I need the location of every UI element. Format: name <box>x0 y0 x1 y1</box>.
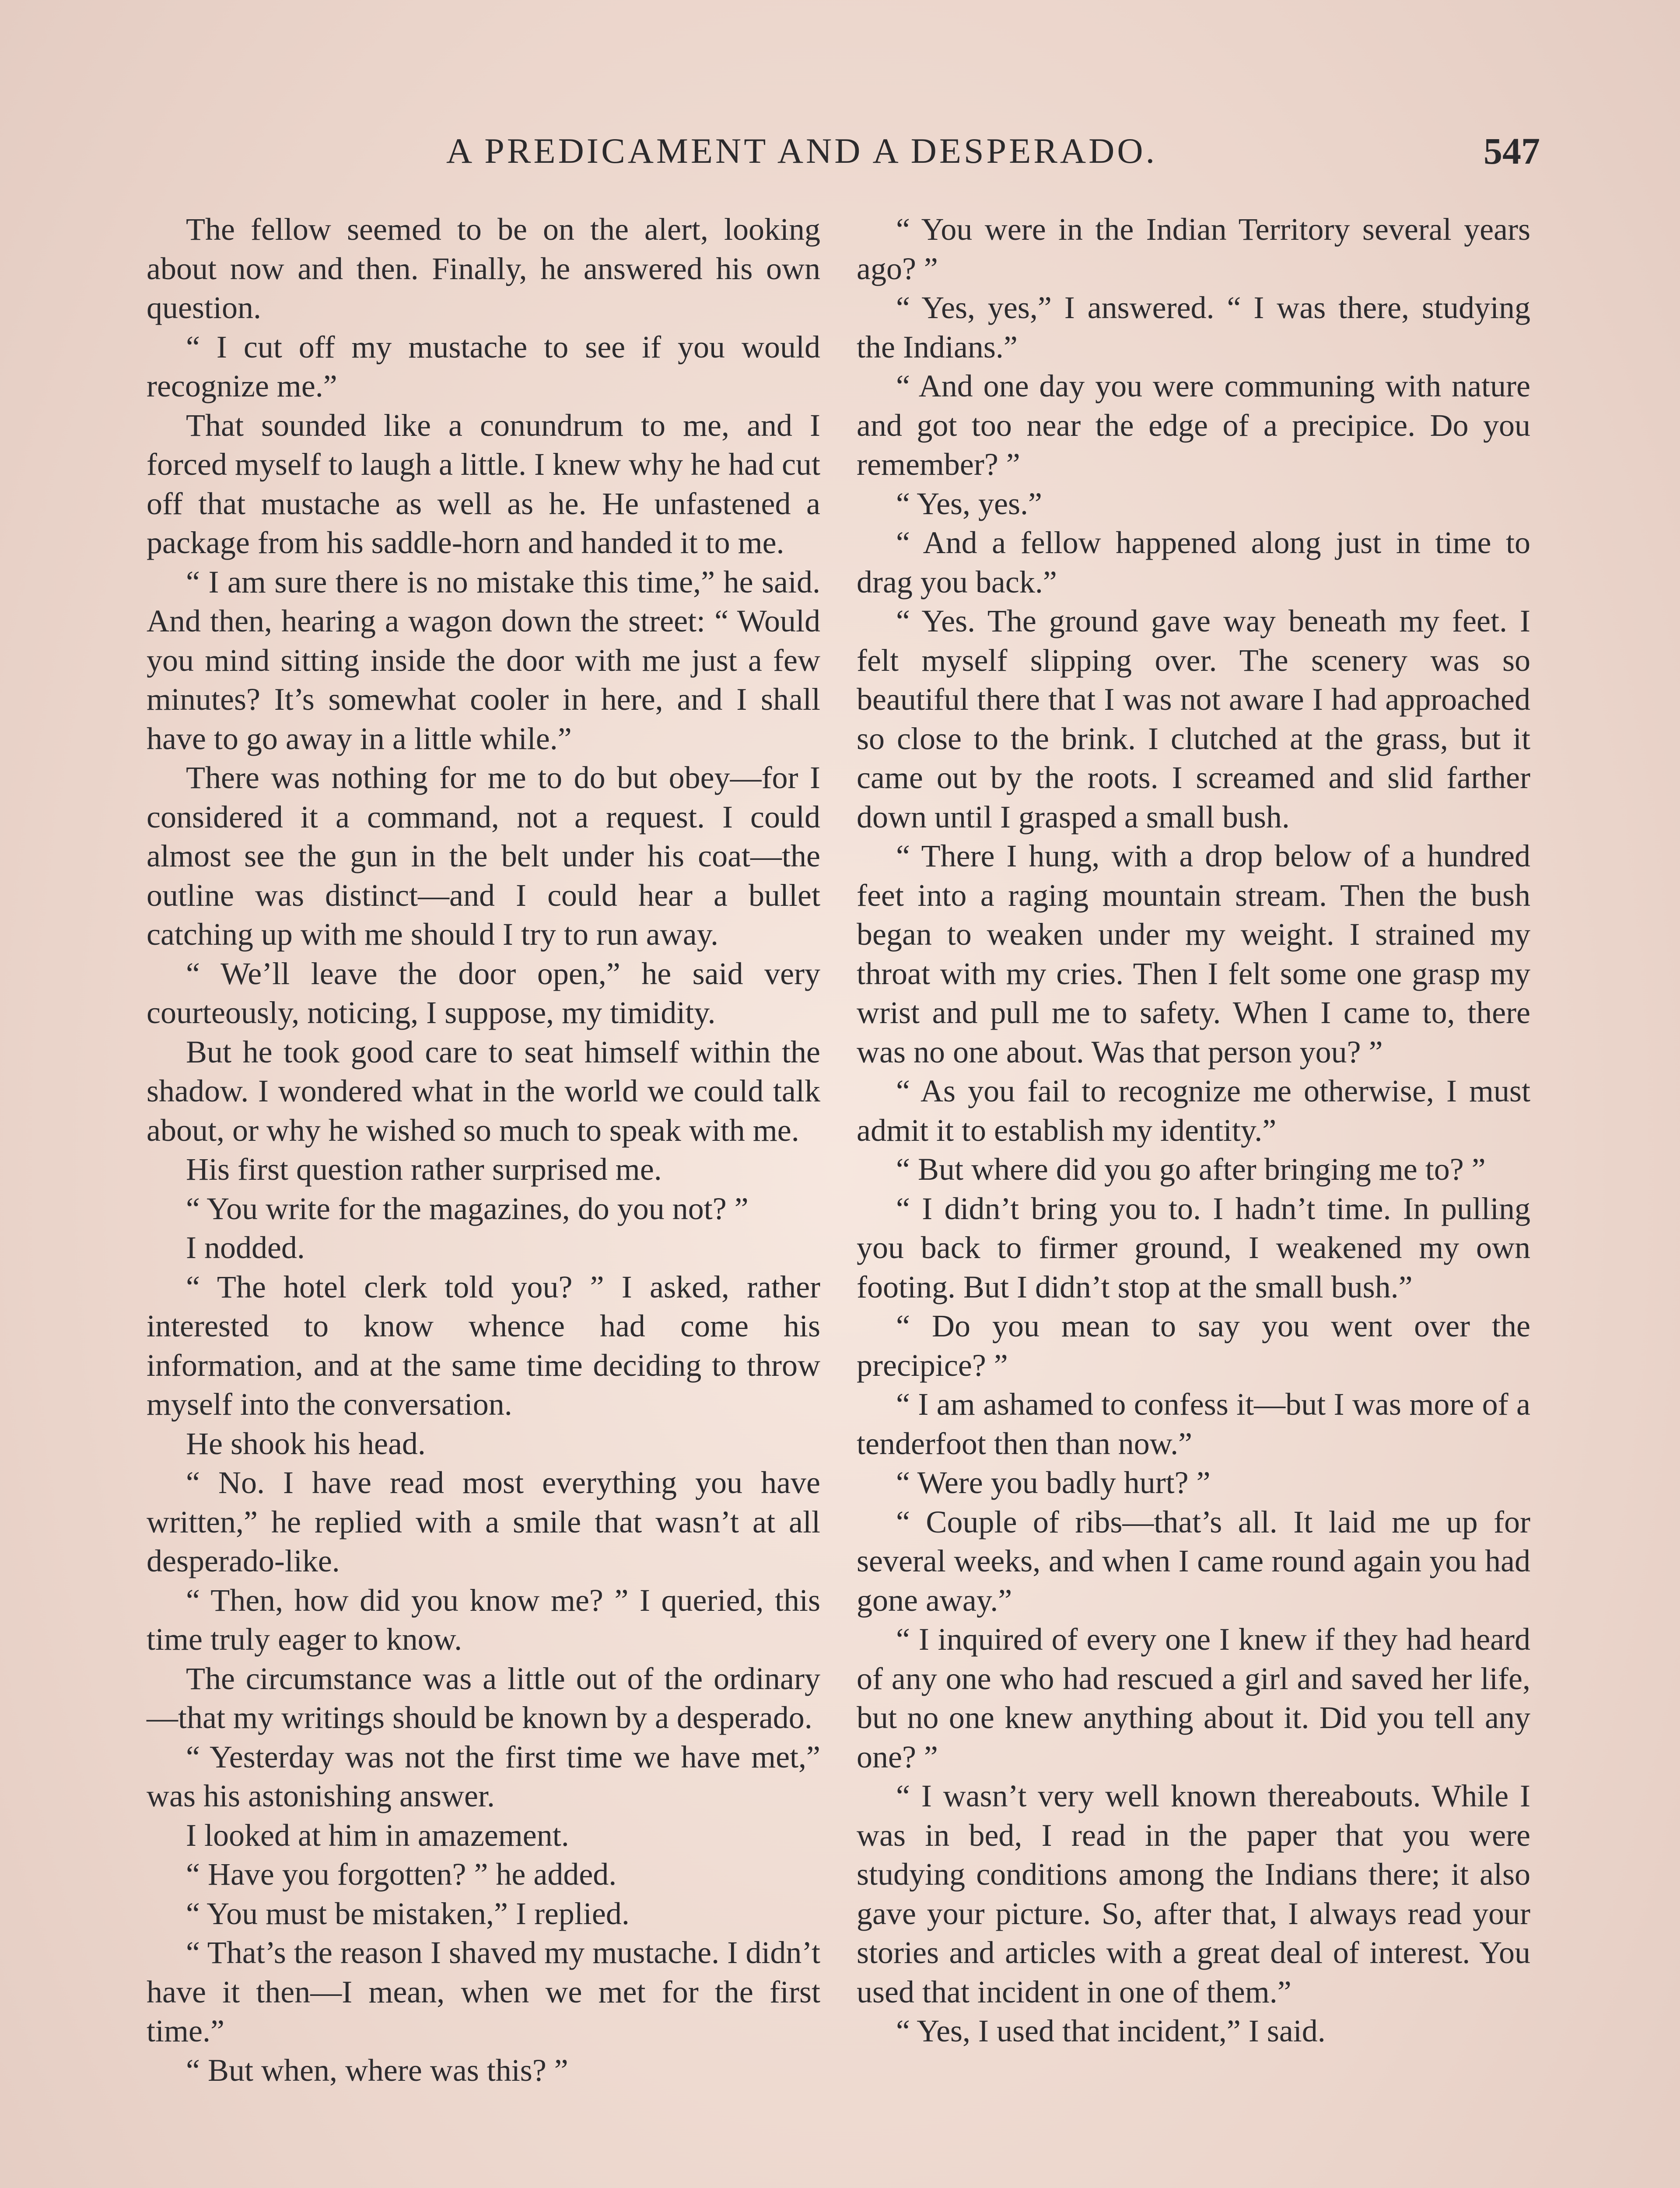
paragraph: “ You were in the Indian Territory several years ago? ” <box>857 212 1530 286</box>
right-column <box>857 210 1530 2051</box>
paragraph: “ Then, how did you know me? ” I queried, this time truly eager to know. <box>147 1582 820 1657</box>
paragraph: “ And a fellow happened along just in time to drag you back.” <box>857 525 1530 600</box>
paragraph: “ As you fail to recognize me otherwise, I must admit it to establish my identity.” <box>857 1073 1530 1148</box>
paragraph: He shook his head. <box>186 1426 426 1461</box>
paragraph: “ There I hung, with a drop below of a hundred feet into a raging mountain stream. Then the bush began to weaken under my weight. I strained my throat with my cries. Then I felt some one grasp my wrist and pull me to safety. When I came to, there was no one about. Was that person you? ” <box>857 838 1530 1069</box>
paragraph: “ Have you forgotten? ” he added. <box>186 1857 617 1892</box>
paragraph: “ Do you mean to say you went over the precipice? ” <box>857 1308 1530 1383</box>
paragraph: The fellow seemed to be on the alert, looking about now and then. Finally, he answered his own question. <box>147 212 820 325</box>
paragraph: “ No. I have read most everything you have written,” he replied with a smile that wasn’t at all desperado-like. <box>147 1465 820 1578</box>
running-title: A PREDICAMENT AND A DESPERADO. <box>446 131 1158 171</box>
paragraph: “ The hotel clerk told you? ” I asked, rather interested to know whence had come his information, and at the same time deciding to throw myself into the conversation. <box>147 1269 820 1422</box>
page-number: 547 <box>1484 130 1540 172</box>
paragraph: But he took good care to seat himself within the shadow. I wondered what in the world we could talk about, or why he wished so much to speak with me. <box>147 1034 820 1148</box>
paragraph: “ I cut off my mustache to see if you would recognize me.” <box>147 329 820 403</box>
paragraph: “ We’ll leave the door open,” he said very courteously, noticing, I suppose, my timidity. <box>147 956 820 1030</box>
paragraph: “ That’s the reason I shaved my mustache. I didn’t have it then—I mean, when we met for the first time.” <box>147 1935 820 2048</box>
paragraph: “ Yes, yes.” <box>896 486 1042 521</box>
paragraph: I nodded. <box>186 1230 305 1265</box>
paragraph: I looked at him in amazement. <box>186 1817 569 1853</box>
paragraph: “ You must be mistaken,” I replied. <box>186 1896 630 1931</box>
paragraph: There was nothing for me to do but obey—for I considered it a command, not a request. I could almost see the gun in the belt under his coat—the outline was distinct—and I could hear a bullet catching up with me should I try to run away. <box>147 760 820 952</box>
paragraph: “ Yesterday was not the first time we have met,” was his astonishing answer. <box>147 1739 820 1813</box>
paragraph: That sounded like a conundrum to me, and I forced myself to laugh a little. I knew why he had cut off that mustache as well as he. He unfastened a package from his saddle-horn and handed it to me. <box>147 407 820 560</box>
paragraph: “ Yes, yes,” I answered. “ I was there, studying the Indians.” <box>857 290 1530 365</box>
paragraph: “ Yes, I used that incident,” I said. <box>896 2013 1326 2048</box>
paragraph: “ Yes. The ground gave way beneath my feet. I felt myself slipping over. The scenery was so beautiful there that I was not aware I had approached so close to the brink. I clutched at the grass, but it came out by the roots. I screamed and slid farther down until I grasped a small bush. <box>857 603 1530 835</box>
paragraph: “ Couple of ribs—that’s all. It laid me up for several weeks, and when I came round again you had gone away.” <box>857 1504 1530 1618</box>
paragraph: “ I wasn’t very well known thereabouts. While I was in bed, I read in the paper that you were studying conditions among the Indians there; it also gave your picture. So, after that, I always read your stories and articles with a great deal of interest. You used that incident in one of them.” <box>857 1778 1530 2009</box>
paragraph: “ But where did you go after bringing me to? ” <box>896 1152 1486 1187</box>
left-column <box>147 210 820 2090</box>
paragraph: “ You write for the magazines, do you not? ” <box>186 1191 749 1226</box>
paragraph: “ Were you badly hurt? ” <box>896 1465 1211 1500</box>
paragraph: “ I inquired of every one I knew if they had heard of any one who had rescued a girl and saved her life, but no one knew anything about it. Did you tell any one? ” <box>857 1622 1530 1774</box>
paragraph: “ I am ashamed to confess it—but I was more of a tenderfoot then than now.” <box>857 1387 1530 1461</box>
paragraph: “ I am sure there is no mistake this time,” he said. And then, hearing a wagon down the street: “ Would you mind sitting inside the door with me just a few minutes? It’s somewhat cooler in here, and I shall have to go away in a little while.” <box>147 564 820 756</box>
paragraph: The circumstance was a little out of the ordinary—that my writings should be known by a desperado. <box>147 1661 820 1735</box>
paragraph: His first question rather surprised me. <box>186 1152 662 1187</box>
paragraph: “ But when, where was this? ” <box>186 2052 568 2088</box>
page-header <box>149 127 1540 175</box>
paragraph: “ I didn’t bring you to. I hadn’t time. In pulling you back to firmer ground, I weakened my own footing. But I didn’t stop at the small bush.” <box>857 1191 1530 1304</box>
paragraph: “ And one day you were communing with nature and got too near the edge of a precipice. Do you remember? ” <box>857 368 1530 482</box>
